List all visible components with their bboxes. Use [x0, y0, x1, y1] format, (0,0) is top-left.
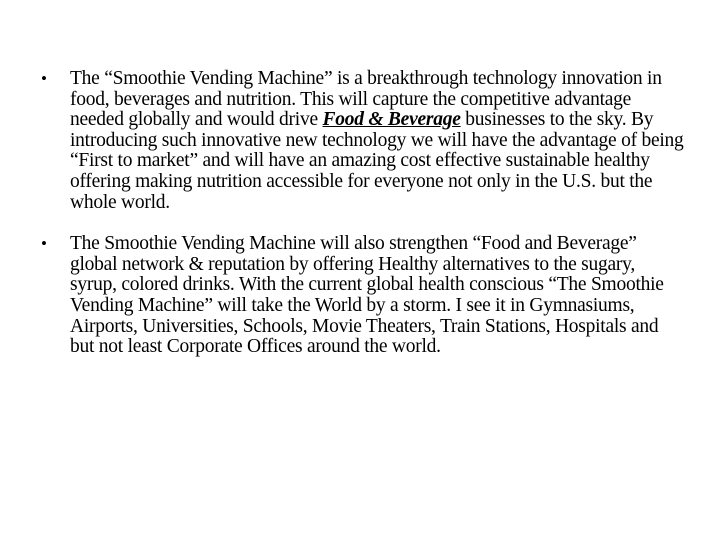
bullet-marker: • — [41, 69, 47, 88]
bullet-text: The “Smoothie Vending Machine” is a breakthrough technology innovation in food, beverages and nutrition. This will capture the competitive advantage needed globally and would drive — [70, 68, 662, 131]
bullet-text-continued: businesses to the sky. By introducing such innovative new technology we will have the advantage of being “First to market” and will have an amazing cost effective sustainable healthy offering making nutrition accessible for everyone not only in the U.S. but the whole world. — [70, 109, 684, 213]
bullet-item-network — [35, 234, 685, 358]
bullet-list — [35, 69, 685, 358]
bullet-text: The Smoothie Vending Machine will also strengthen “Food and Beverage” global network & reputation by offering Healthy alternatives to the sugary, syrup, colored drinks. With the current global health conscious “The Smoothie Vending Machine” will take the World by a storm. I see it in Gymnasiums, Airports, Universities, Schools, Movie Theaters, Train Stations, Hospitals and but not least Corporate Offices around the world. — [70, 233, 664, 358]
bullet-item-innovation — [35, 69, 685, 213]
bullet-marker: • — [41, 234, 47, 254]
food-beverage-emphasis: Food & Beverage — [322, 109, 461, 131]
